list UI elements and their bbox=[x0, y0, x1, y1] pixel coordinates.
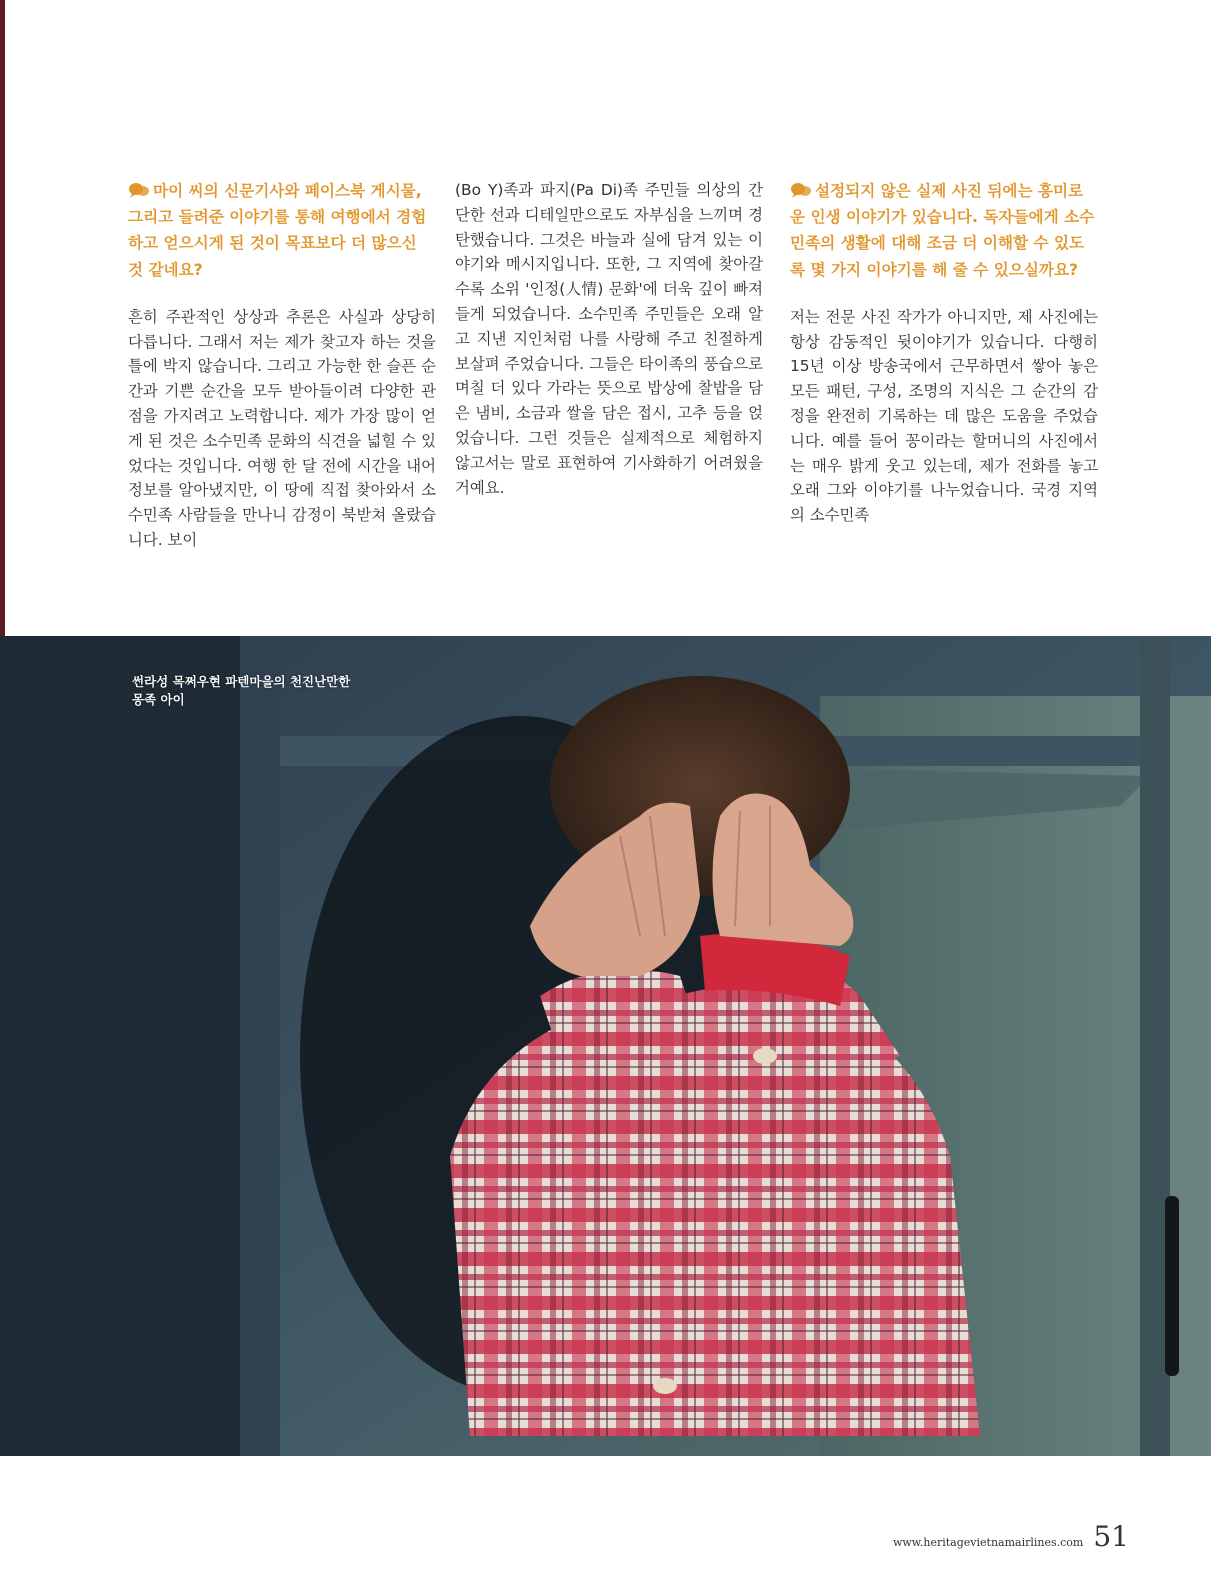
speech-bubble-icon bbox=[128, 181, 150, 199]
page-footer bbox=[893, 1520, 1129, 1553]
column-3 bbox=[790, 178, 1098, 528]
column-2 bbox=[455, 178, 763, 500]
question-text: 설정되지 않은 실제 사진 뒤에는 흥미로운 인생 이야기가 있습니다. 독자들에게 소수민족의 생활에 대해 조금 더 이해할 수 있도록 몇 가지 이야기를 해 줄 수 있으실까요? bbox=[790, 182, 1095, 279]
interview-question-2 bbox=[790, 178, 1098, 283]
question-text: 마이 씨의 신문기사와 페이스북 게시물, 그리고 들려준 이야기를 통해 여행에서 경험하고 얻으시게 된 것이 목표보다 더 많으신 것 같네요? bbox=[128, 182, 427, 279]
answer-text: 흔히 주관적인 상상과 추론은 사실과 상당히 다릅니다. 그래서 저는 제가 찾고자 하는 것을 틀에 박지 않습니다. 그리고 가능한 한 슬픈 순간과 기쁜 순간을 모두 받아들이려 다양한 관점을 가지려고 노력합니다. 제가 가장 많이 얻게 된 것은 소수민족 문화의 식견을 넓힐 수 있었다는 것입니다. 여행 한 달 전에 시간을 내어 정보를 알아냈지만, 이 땅에 직접 찾아와서 소수민족 사람들을 만나니 감정이 북받쳐 올랐습니다. 보이 bbox=[128, 307, 436, 549]
interview-question-1 bbox=[128, 178, 436, 283]
column-1 bbox=[128, 178, 436, 553]
caption-line-1: 썬라성 목쩌우현 파텐마을의 천진난만한 bbox=[132, 674, 351, 689]
answer-text-continued: (Bo Y)족과 파지(Pa Di)족 주민들 의상의 간단한 선과 디테일만으로도 자부심을 느끼며 경탄했습니다. 그것은 바늘과 실에 담겨 있는 이야기와 메시지입니다. 또한, 그 지역에 찾아갈수록 소위 '인정(人情) 문화'에 더욱 깊이 빠져 들게 되었습니다. 소수민족 주민들은 오래 알고 지낸 지인처럼 나를 사랑해 주고 친절하게 보살펴 주었습니다. 그들은 타이족의 풍습으로 며칠 더 있다 가라는 뜻으로 밥상에 찰밥을 담은 냄비, 소금과 쌀을 담은 접시, 고추 등을 얹었습니다. 그런 것들은 실제적으로 체험하지 않고서는 말로 표현하여 기사화하기 어려웠을 거예요. bbox=[455, 181, 763, 497]
answer-text: 저는 전문 사진 작가가 아니지만, 제 사진에는 항상 감동적인 뒷이야기가 있습니다. 다행히 15년 이상 방송국에서 근무하면서 쌓아 놓은 모든 패턴, 구성, 조명의 지식은 그 순간의 감정을 완전히 기록하는 데 많은 도움을 주었습니다. 예를 들어 꽁이라는 할머니의 사진에서는 매우 밝게 웃고 있는데, 제가 전화를 놓고 오래 그와 이야기를 나누었습니다. 국경 지역의 소수민족 bbox=[790, 307, 1098, 525]
caption-line-2: 몽족 아이 bbox=[132, 692, 185, 707]
photo-caption bbox=[132, 673, 402, 709]
website-url[interactable]: www.heritagevietnamairlines.com bbox=[892, 1536, 1084, 1549]
child-photo bbox=[0, 636, 1211, 1456]
page-number: 51 bbox=[1093, 1520, 1129, 1553]
speech-bubble-icon bbox=[790, 181, 812, 199]
page-edge-bar bbox=[0, 0, 5, 640]
